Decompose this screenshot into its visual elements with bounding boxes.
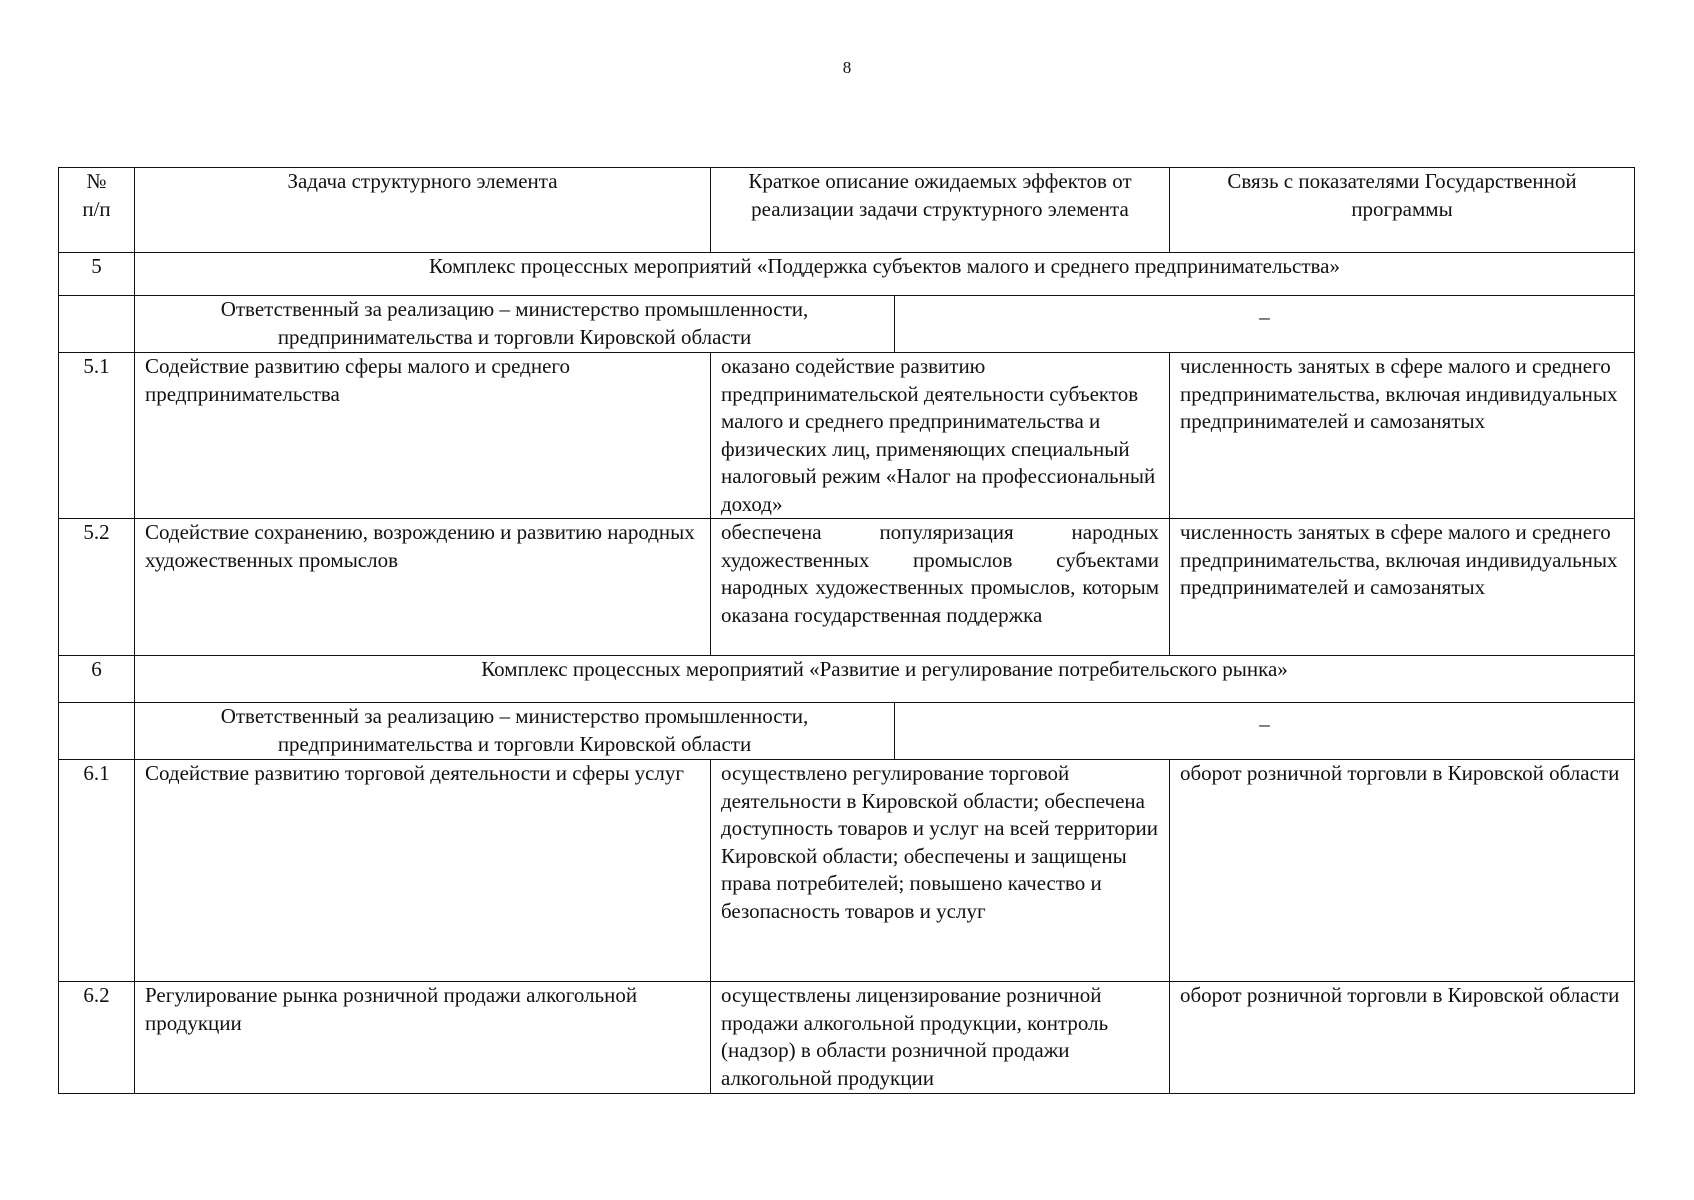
section-title: Комплекс процессных мероприятий «Развитие и регулирование потребительского рынка» — [135, 656, 1635, 703]
table-row — [59, 519, 1635, 656]
section-row — [59, 253, 1635, 296]
table-row — [59, 982, 1635, 1094]
section-row — [59, 656, 1635, 703]
responsible-cell — [135, 703, 1635, 760]
section-number: 5 — [59, 253, 135, 296]
row-number: 5.1 — [59, 353, 135, 519]
responsible-value: – — [1259, 305, 1270, 329]
row-link: оборот розничной торговли в Кировской области — [1170, 760, 1635, 982]
row-link: численность занятых в сфере малого и среднего предпринимательства, включая индивидуальных предпринимателей и самозанятых — [1170, 353, 1635, 519]
row-effects: обеспечена популяризация народных художественных промыслов субъектами народных художественных промыслов, которым оказана государственная поддержка — [711, 519, 1170, 656]
responsible-cell — [135, 296, 1635, 353]
responsible-num-empty — [59, 703, 135, 760]
header-link: Связь с показателями Государственной программы — [1170, 168, 1635, 253]
structural-elements-table — [58, 167, 1635, 1094]
page-number: 8 — [842, 58, 852, 77]
row-number: 6.1 — [59, 760, 135, 982]
table-row — [59, 760, 1635, 982]
responsible-label: Ответственный за реализацию – министерство промышленности, предпринимательства и торговли Кировской области — [135, 296, 895, 352]
row-number: 6.2 — [59, 982, 135, 1094]
row-task: Содействие сохранению, возрождению и развитию народных художественных промыслов — [135, 519, 711, 656]
responsible-row — [59, 296, 1635, 353]
section-number: 6 — [59, 656, 135, 703]
header-task: Задача структурного элемента — [135, 168, 711, 253]
responsible-value: – — [1259, 712, 1270, 736]
header-num: № п/п — [59, 168, 135, 253]
section-title: Комплекс процессных мероприятий «Поддержка субъектов малого и среднего предпринимательства» — [135, 253, 1635, 296]
header-effects: Краткое описание ожидаемых эффектов от реализации задачи структурного элемента — [711, 168, 1170, 253]
row-link: численность занятых в сфере малого и среднего предпринимательства, включая индивидуальных предпринимателей и самозанятых — [1170, 519, 1635, 656]
row-task: Содействие развитию сферы малого и среднего предпринимательства — [135, 353, 711, 519]
table-row — [59, 353, 1635, 519]
row-effects: оказано содействие развитию предпринимательской деятельности субъектов малого и среднего предпринимательства и физических лиц, применяющих специальный налоговый режим «Налог на профессиональный доход» — [711, 353, 1170, 519]
row-task: Регулирование рынка розничной продажи алкогольной продукции — [135, 982, 711, 1094]
responsible-row — [59, 703, 1635, 760]
row-task: Содействие развитию торговой деятельности и сферы услуг — [135, 760, 711, 982]
responsible-num-empty — [59, 296, 135, 353]
table-header-row — [59, 168, 1635, 253]
row-link: оборот розничной торговли в Кировской области — [1170, 982, 1635, 1094]
row-number: 5.2 — [59, 519, 135, 656]
row-effects: осуществлено регулирование торговой деятельности в Кировской области; обеспечена доступность товаров и услуг на всей территории Кировской области; обеспечены и защищены права потребителей; повышено качество и безопасность товаров и услуг — [711, 760, 1170, 982]
responsible-label: Ответственный за реализацию – министерство промышленности, предпринимательства и торговли Кировской области — [135, 703, 895, 759]
row-effects: осуществлены лицензирование розничной продажи алкогольной продукции, контроль (надзор) в области розничной продажи алкогольной продукции — [711, 982, 1170, 1094]
